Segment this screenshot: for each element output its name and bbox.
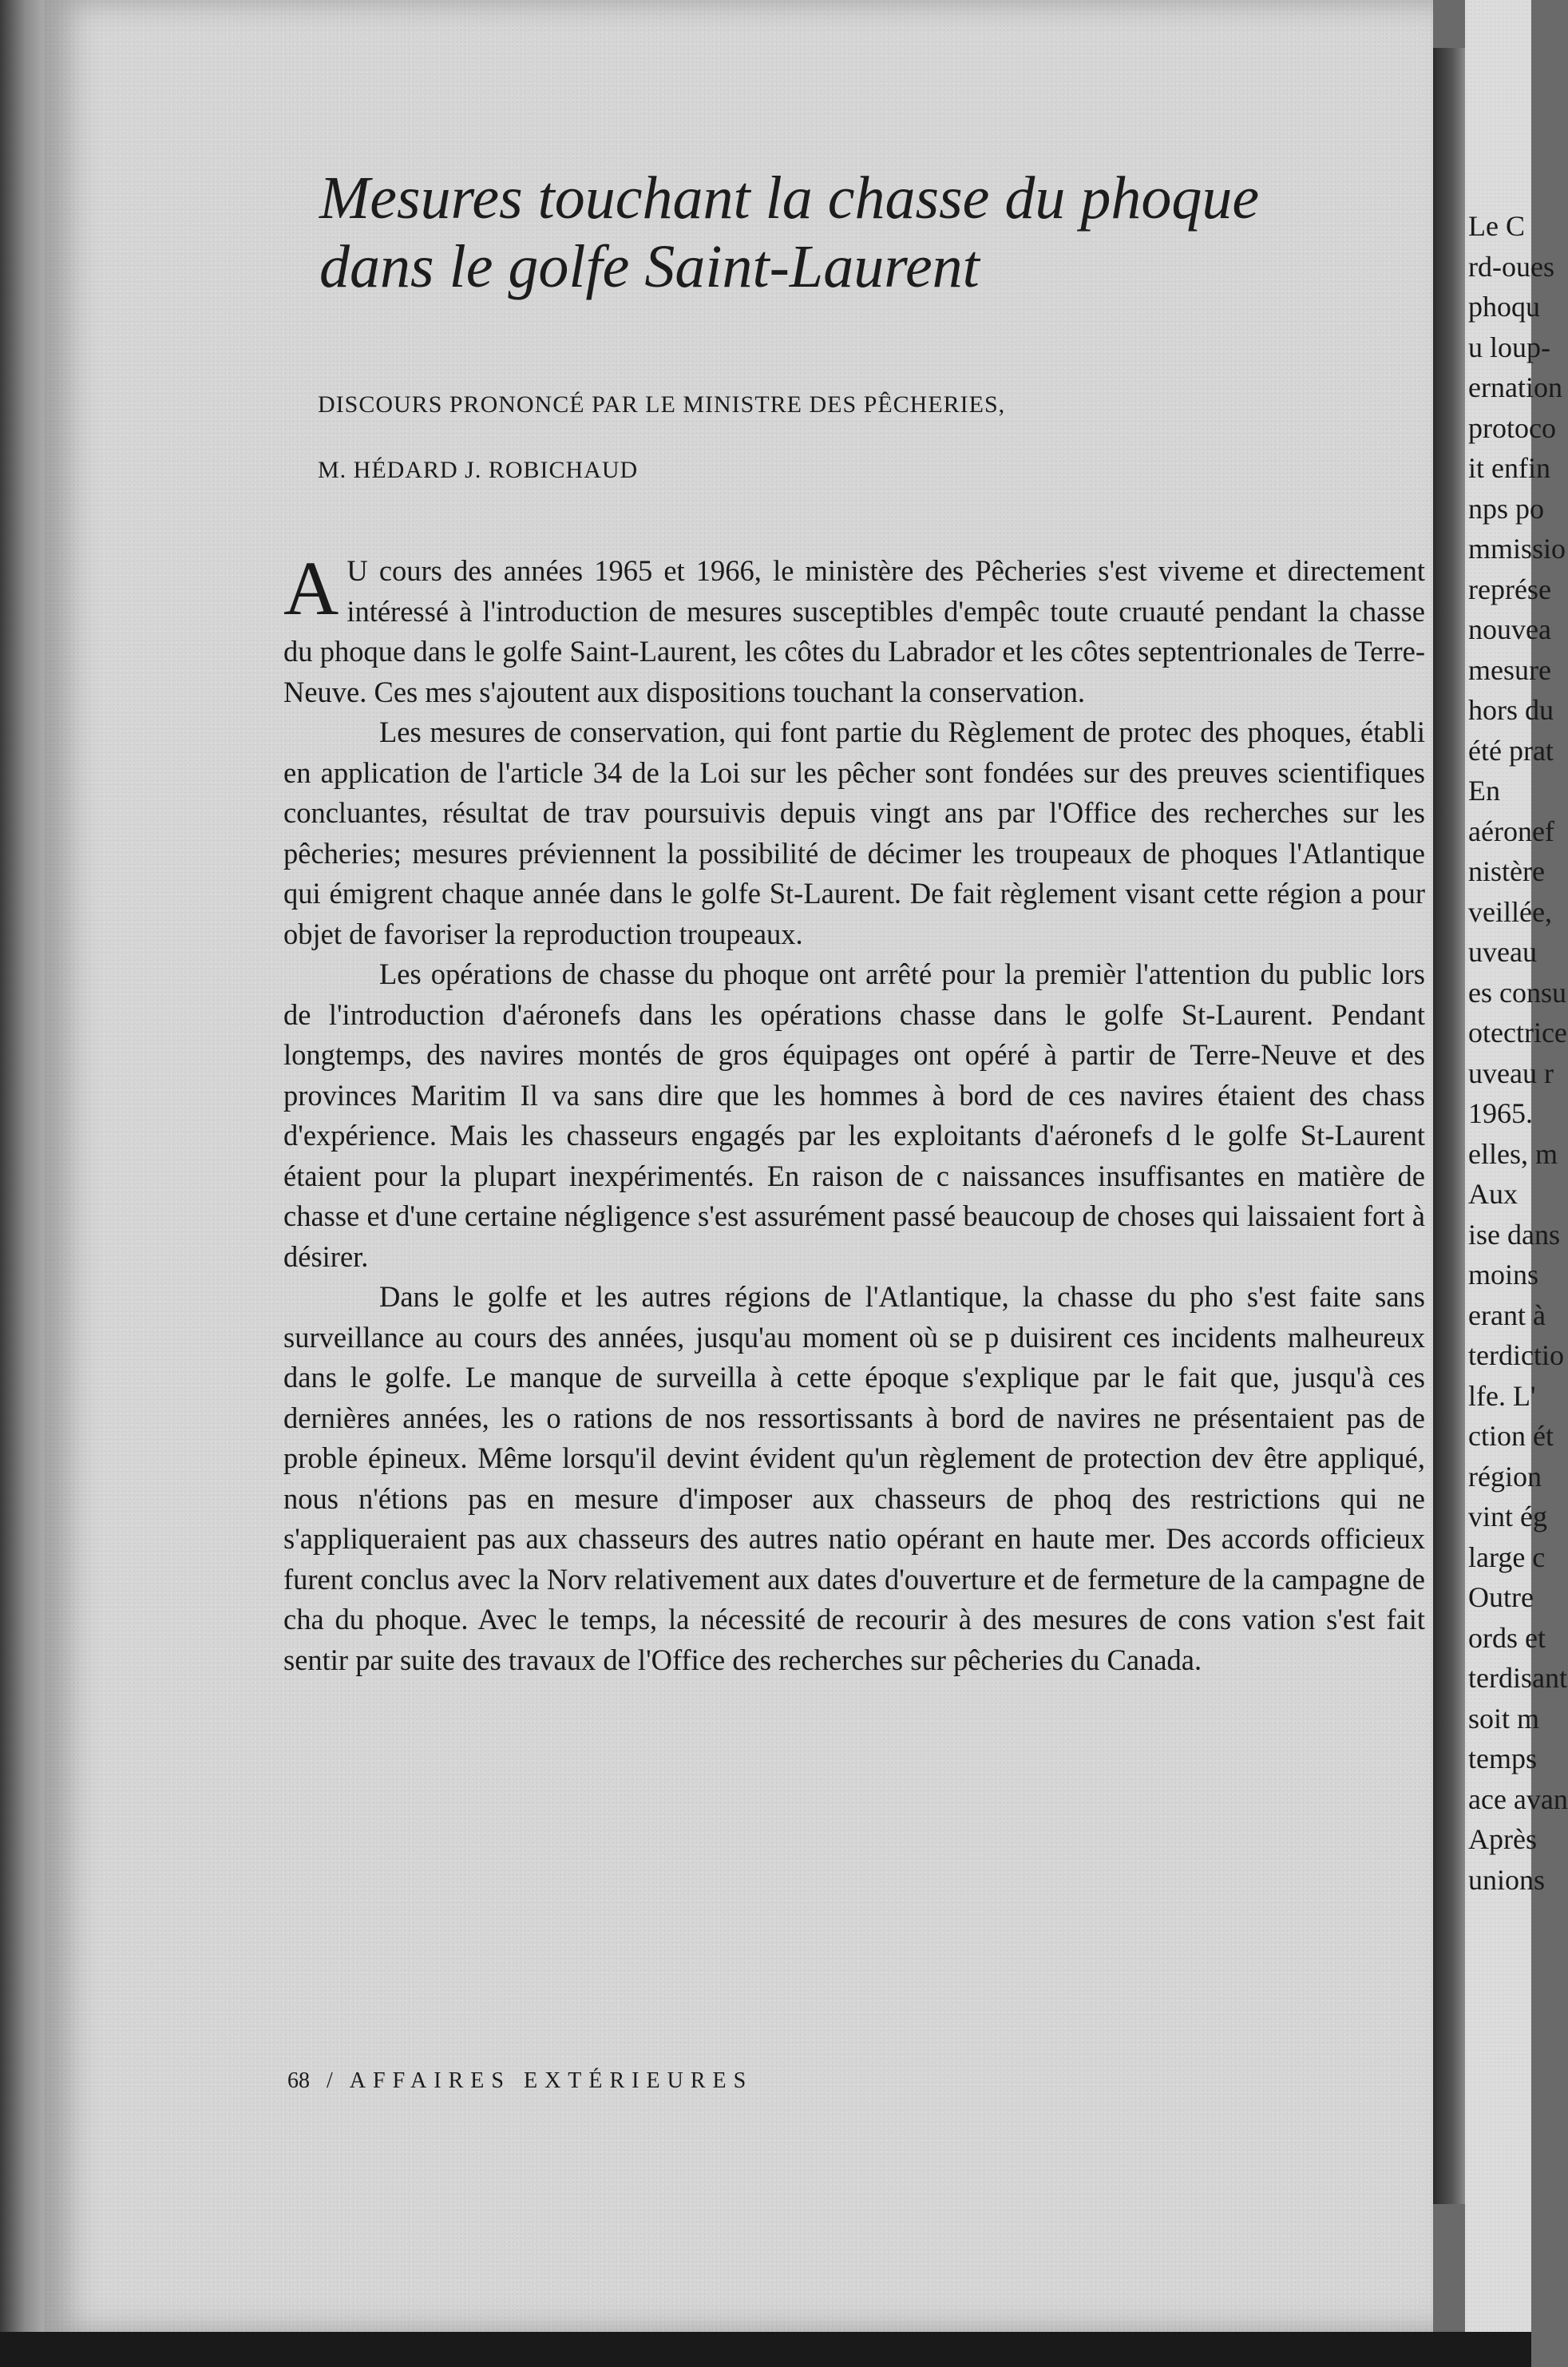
facing-page-line: elles, m [1468,1137,1558,1170]
facing-page-line: Aux [1468,1178,1518,1210]
facing-page-line: large c [1468,1540,1546,1573]
facing-page-line: représe [1468,573,1551,605]
facing-page-line: ise dans [1468,1218,1560,1251]
facing-page-line: phoqu [1468,291,1540,323]
facing-page-line: it enfin [1468,452,1550,484]
journal-name: AFFAIRES EXTÉRIEURES [349,2068,754,2093]
facing-page-line: es consu [1468,976,1566,1009]
page-footer [287,2068,753,2094]
facing-page-line: uveau r [1468,1057,1554,1089]
facing-page-line: mmissio [1468,533,1566,565]
facing-page-line: aéronef [1468,815,1554,847]
facing-page-line: 1965. [1468,1097,1533,1129]
facing-page-line: temps [1468,1743,1537,1774]
facing-page-line: protoco [1468,411,1556,444]
facing-page-line: soit m [1468,1702,1540,1735]
footer-separator: / [327,2068,333,2093]
paragraph-1 [283,545,1425,712]
facing-page-line: terdictio [1468,1339,1564,1371]
facing-page-line: nouvea [1468,613,1551,645]
facing-page-line: moins [1468,1259,1539,1291]
facing-page-line: ace avan [1468,1782,1568,1815]
article-body [283,545,1425,1680]
facing-page-line: Le C [1468,210,1525,242]
author-name: M. HÉDARD J. ROBICHAUD [318,457,639,483]
facing-page-line: terdisant [1468,1662,1567,1694]
page-gutter [1433,48,1465,2204]
facing-page-line: vint ég [1468,1501,1547,1532]
facing-page-line: u loup- [1468,331,1550,363]
facing-page-line: Après [1468,1823,1537,1855]
facing-page-line: région [1468,1460,1542,1493]
scan-bottom-edge [0,2332,1531,2367]
facing-page-line: nps po [1468,492,1545,525]
drop-cap: A [283,545,339,631]
facing-page-line: ction ét [1468,1420,1554,1452]
facing-page-line: En [1468,775,1500,807]
facing-page-line: erant à [1468,1298,1546,1331]
facing-page-line: uveau [1468,936,1537,968]
paragraph-1-text: U cours des années 1965 et 1966, le ministère des Pêcheries s'est viveme et directement intéressé à l'introduction de mesures susceptibles d'empêc toute cruauté pendant la chasse du phoque dans le golfe Saint-Laurent, les côtes du Labrador et les côtes septentrionales de Terre-Neuve. Ces mes s'ajoutent aux dispositions touchant la conservation. [283,554,1425,708]
speech-subheading: DISCOURS PRONONCÉ PAR LE MINISTRE DES PÊCHERIES, [318,391,1006,418]
facing-page-line: Outre [1468,1581,1534,1613]
title-line-2: dans le golfe Saint-Laurent [319,233,980,300]
page-number: 68 [287,2068,310,2093]
facing-page-line: veillée, [1468,895,1552,928]
facing-page-line: lfe. L' [1468,1379,1536,1412]
facing-page-line: hors du [1468,694,1554,726]
paragraph-2: Les mesures de conservation, qui font partie du Règlement de protec des phoques, établi en application de l'article 34 de la Loi sur les pêcher sont fondées sur des preuves scientifiques concluantes, résultat de trav poursuivis depuis vingt ans par l'Office des recherches sur les pêcheries; mesures préviennent la possibilité de décimer les troupeaux de phoques l'Atlantique qui émigrent chaque année dans le golfe St-Laurent. De fait règlement visant cette région a pour objet de favoriser la reproduction troupeaux. [283,716,1425,950]
facing-page-line: été prat [1468,734,1554,767]
facing-page-line: ernation [1468,371,1562,403]
facing-page-line: otectrice [1468,1017,1567,1049]
facing-page-line: mesure [1468,653,1551,686]
facing-page-line: unions [1468,1863,1546,1896]
facing-page-line: ords et [1468,1621,1546,1654]
facing-page-line: rd-oues [1468,250,1554,283]
article-title [319,164,1357,301]
facing-page-line: nistère [1468,855,1545,887]
facing-page-fragment [1465,0,1568,2367]
title-line-1: Mesures touchant la chasse du phoque [319,165,1260,232]
paragraph-4: Dans le golfe et les autres régions de l'Atlantique, la chasse du pho s'est faite sans surveillance au cours des années, jusqu'au moment où se p duisirent ces incidents malheureux dans le golfe. Le manque de surveilla à cette époque s'explique par le fait que, jusqu'à ces dernières années, les o rations de nos ressortissants à bord de navires ne présentaient pas de proble épineux. Même lorsqu'il devint évident qu'un règlement de protection dev être appliqué, nous n'étions pas en mesure d'imposer aux chasseurs de phoq des restrictions qui ne s'appliqueraient pas aux chasseurs des autres natio opérant en haute mer. Des accords officieux furent conclus avec la Norv relativement aux dates d'ouverture et de fermeture de la campagne de cha du phoque. Avec le temps, la nécessité de recourir à des mesures de cons vation s'est fait sentir par suite des travaux de l'Office des recherches sur pêcheries du Canada. [283,1280,1425,1676]
paragraph-3: Les opérations de chasse du phoque ont arrêté pour la premièr l'attention du public lors de l'introduction d'aéronefs dans les opérations chasse dans le golfe St-Laurent. Pendant longtemps, des navires montés de gros équipages ont opéré à partir de Terre-Neuve et des provinces Maritim Il va sans dire que les hommes à bord de ces navires étaient des chass d'expérience. Mais les chasseurs engagés par les exploitants d'aéronefs d le golfe St-Laurent étaient pour la plupart inexpérimentés. En raison de c naissances insuffisantes en matière de chasse et d'une certaine négligence s'est assurément passé beaucoup de choses qui laissaient fort à désirer. [283,958,1425,1273]
